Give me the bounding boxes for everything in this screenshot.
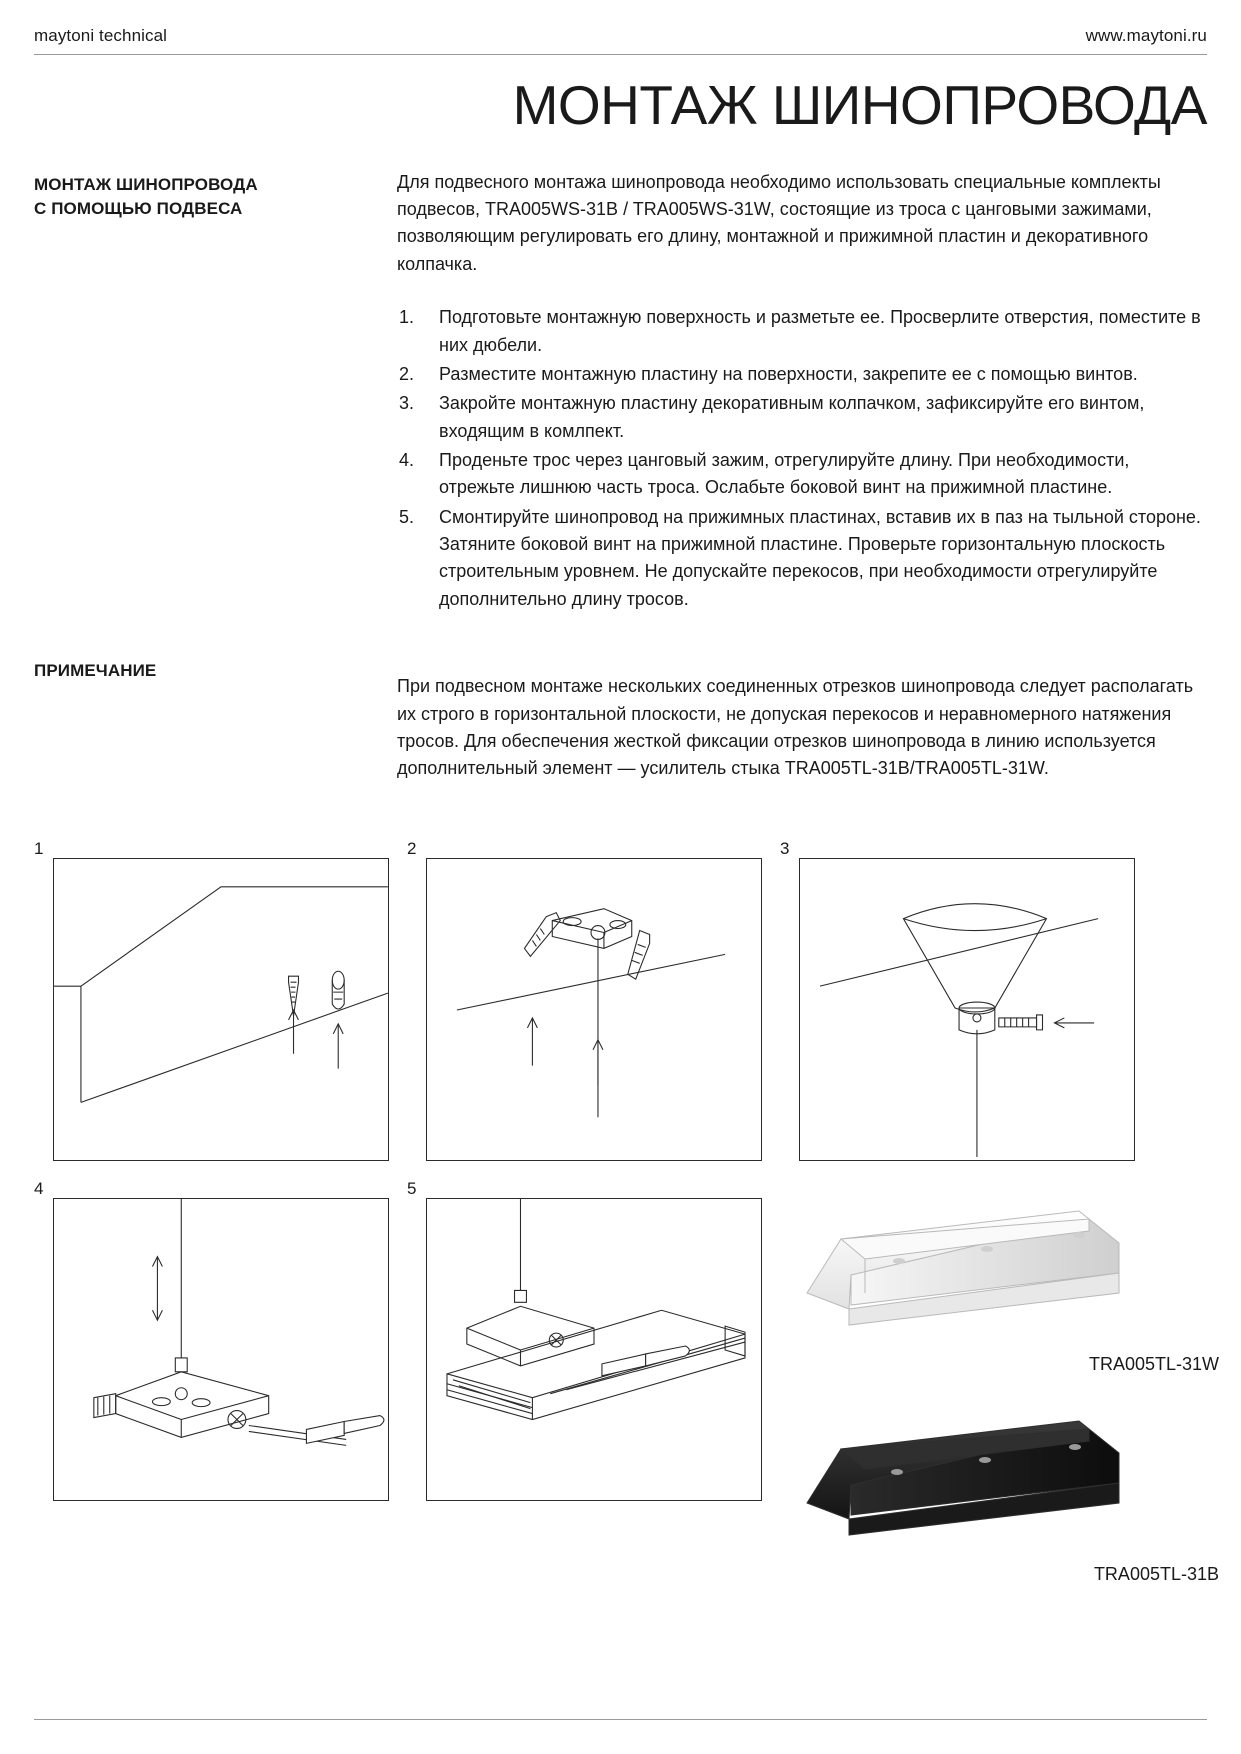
cable-adjust-diagram — [54, 1199, 388, 1500]
page-title: МОНТАЖ ШИНОПРОВОДА — [512, 74, 1207, 136]
note-paragraph: При подвесном монтаже нескольких соединенных отрезков шинопровода следует располагать их строго в горизонтальной плоскости, не допуская перекосов и неравномерного натяжения тросов. Для обеспечения жесткой фиксации отрезков шинопровода в линию используется дополнительный элемент — усилитель стыка TRA005TL-31B/TRA005TL-31W. — [397, 676, 1194, 779]
product-white — [789, 1197, 1219, 1374]
list-item: Подготовьте монтажную поверхность и разметьте ее. Просверлите отверстия, поместите в них дюбели. — [439, 307, 1201, 355]
website-label: www.maytoni.ru — [1085, 26, 1207, 45]
product-label: TRA005TL-31W — [1088, 1353, 1219, 1374]
install-section-heading — [34, 173, 389, 222]
product-black — [789, 1407, 1219, 1584]
page-header — [34, 0, 1207, 55]
connector-white-image — [789, 1197, 1219, 1347]
figure-2-frame — [426, 858, 762, 1161]
footer-divider — [34, 1719, 1207, 1720]
note-section — [34, 655, 1207, 800]
figure-5-frame — [426, 1198, 762, 1501]
left-column — [34, 169, 389, 615]
note-heading: ПРИМЕЧАНИЕ — [34, 661, 157, 681]
install-heading-line-2: С ПОМОЩЬЮ ПОДВЕСА — [34, 199, 243, 219]
list-item: Закройте монтажную пластину декоративным колпачком, зафиксируйте его винтом, входящим в комлпект. — [439, 393, 1145, 441]
note-left-column — [34, 655, 389, 800]
figure-number: 1 — [34, 838, 44, 858]
figure-number: 2 — [407, 838, 417, 858]
mounting-plate-screws-diagram — [427, 859, 761, 1160]
list-item: Проденьте трос через цанговый зажим, отрегулируйте длину. При необходимости, отрежьте лишнюю часть троса. Ослабьте боковой винт на прижимной пластине. — [439, 449, 1130, 498]
figure-number: 4 — [34, 1178, 44, 1198]
figure-4 — [34, 1179, 389, 1501]
figure-number: 3 — [780, 838, 790, 858]
list-item: Смонтируйте шинопровод на прижимных пластинах, вставив их в паз на тыльной стороне. Затяните боковой винт на прижимной пластине. Проверьте горизонтальную плоскость строительным уровнем. Не допускайте перекосов, при необходимости отрегулируйте дополнительно длину тросов. — [439, 506, 1201, 609]
figure-3 — [780, 839, 1135, 1161]
brand-label: maytoni technical — [34, 26, 168, 45]
right-column — [389, 169, 1207, 615]
figure-1-frame — [53, 858, 389, 1161]
figure-row-1 — [34, 839, 1207, 1161]
product-panel — [789, 1197, 1219, 1584]
track-mounting-diagram — [427, 1199, 761, 1500]
connector-black-image — [789, 1407, 1219, 1557]
figure-1 — [34, 839, 389, 1161]
product-label: TRA005TL-31B — [1093, 1563, 1219, 1584]
note-right-column — [389, 655, 1207, 800]
figure-grid — [34, 838, 1219, 1584]
list-item: Разместите монтажную пластину на поверхности, закрепите ее с помощью винтов. — [439, 363, 1138, 384]
figure-2 — [407, 839, 762, 1161]
figure-3-frame — [799, 858, 1135, 1161]
install-heading-line-1: МОНТАЖ ШИНОПРОВОДА — [34, 174, 258, 194]
ceiling-drilling-diagram — [54, 859, 388, 1160]
decorative-cap-diagram — [800, 859, 1134, 1160]
figure-5 — [407, 1179, 762, 1501]
steps-list — [397, 304, 1207, 613]
intro-paragraph: Для подвесного монтажа шинопровода необходимо использовать специальные комплекты подвесов, TRA005WS-31B / TRA005WS-31W, состоящие из троса с цанговыми зажимами, позволяющим регулировать его длину, монтажной и прижимной пластин и декоративного колпачка. — [397, 171, 1161, 274]
content-columns — [34, 169, 1207, 615]
figure-4-frame — [53, 1198, 389, 1501]
figure-number: 5 — [407, 1178, 417, 1198]
